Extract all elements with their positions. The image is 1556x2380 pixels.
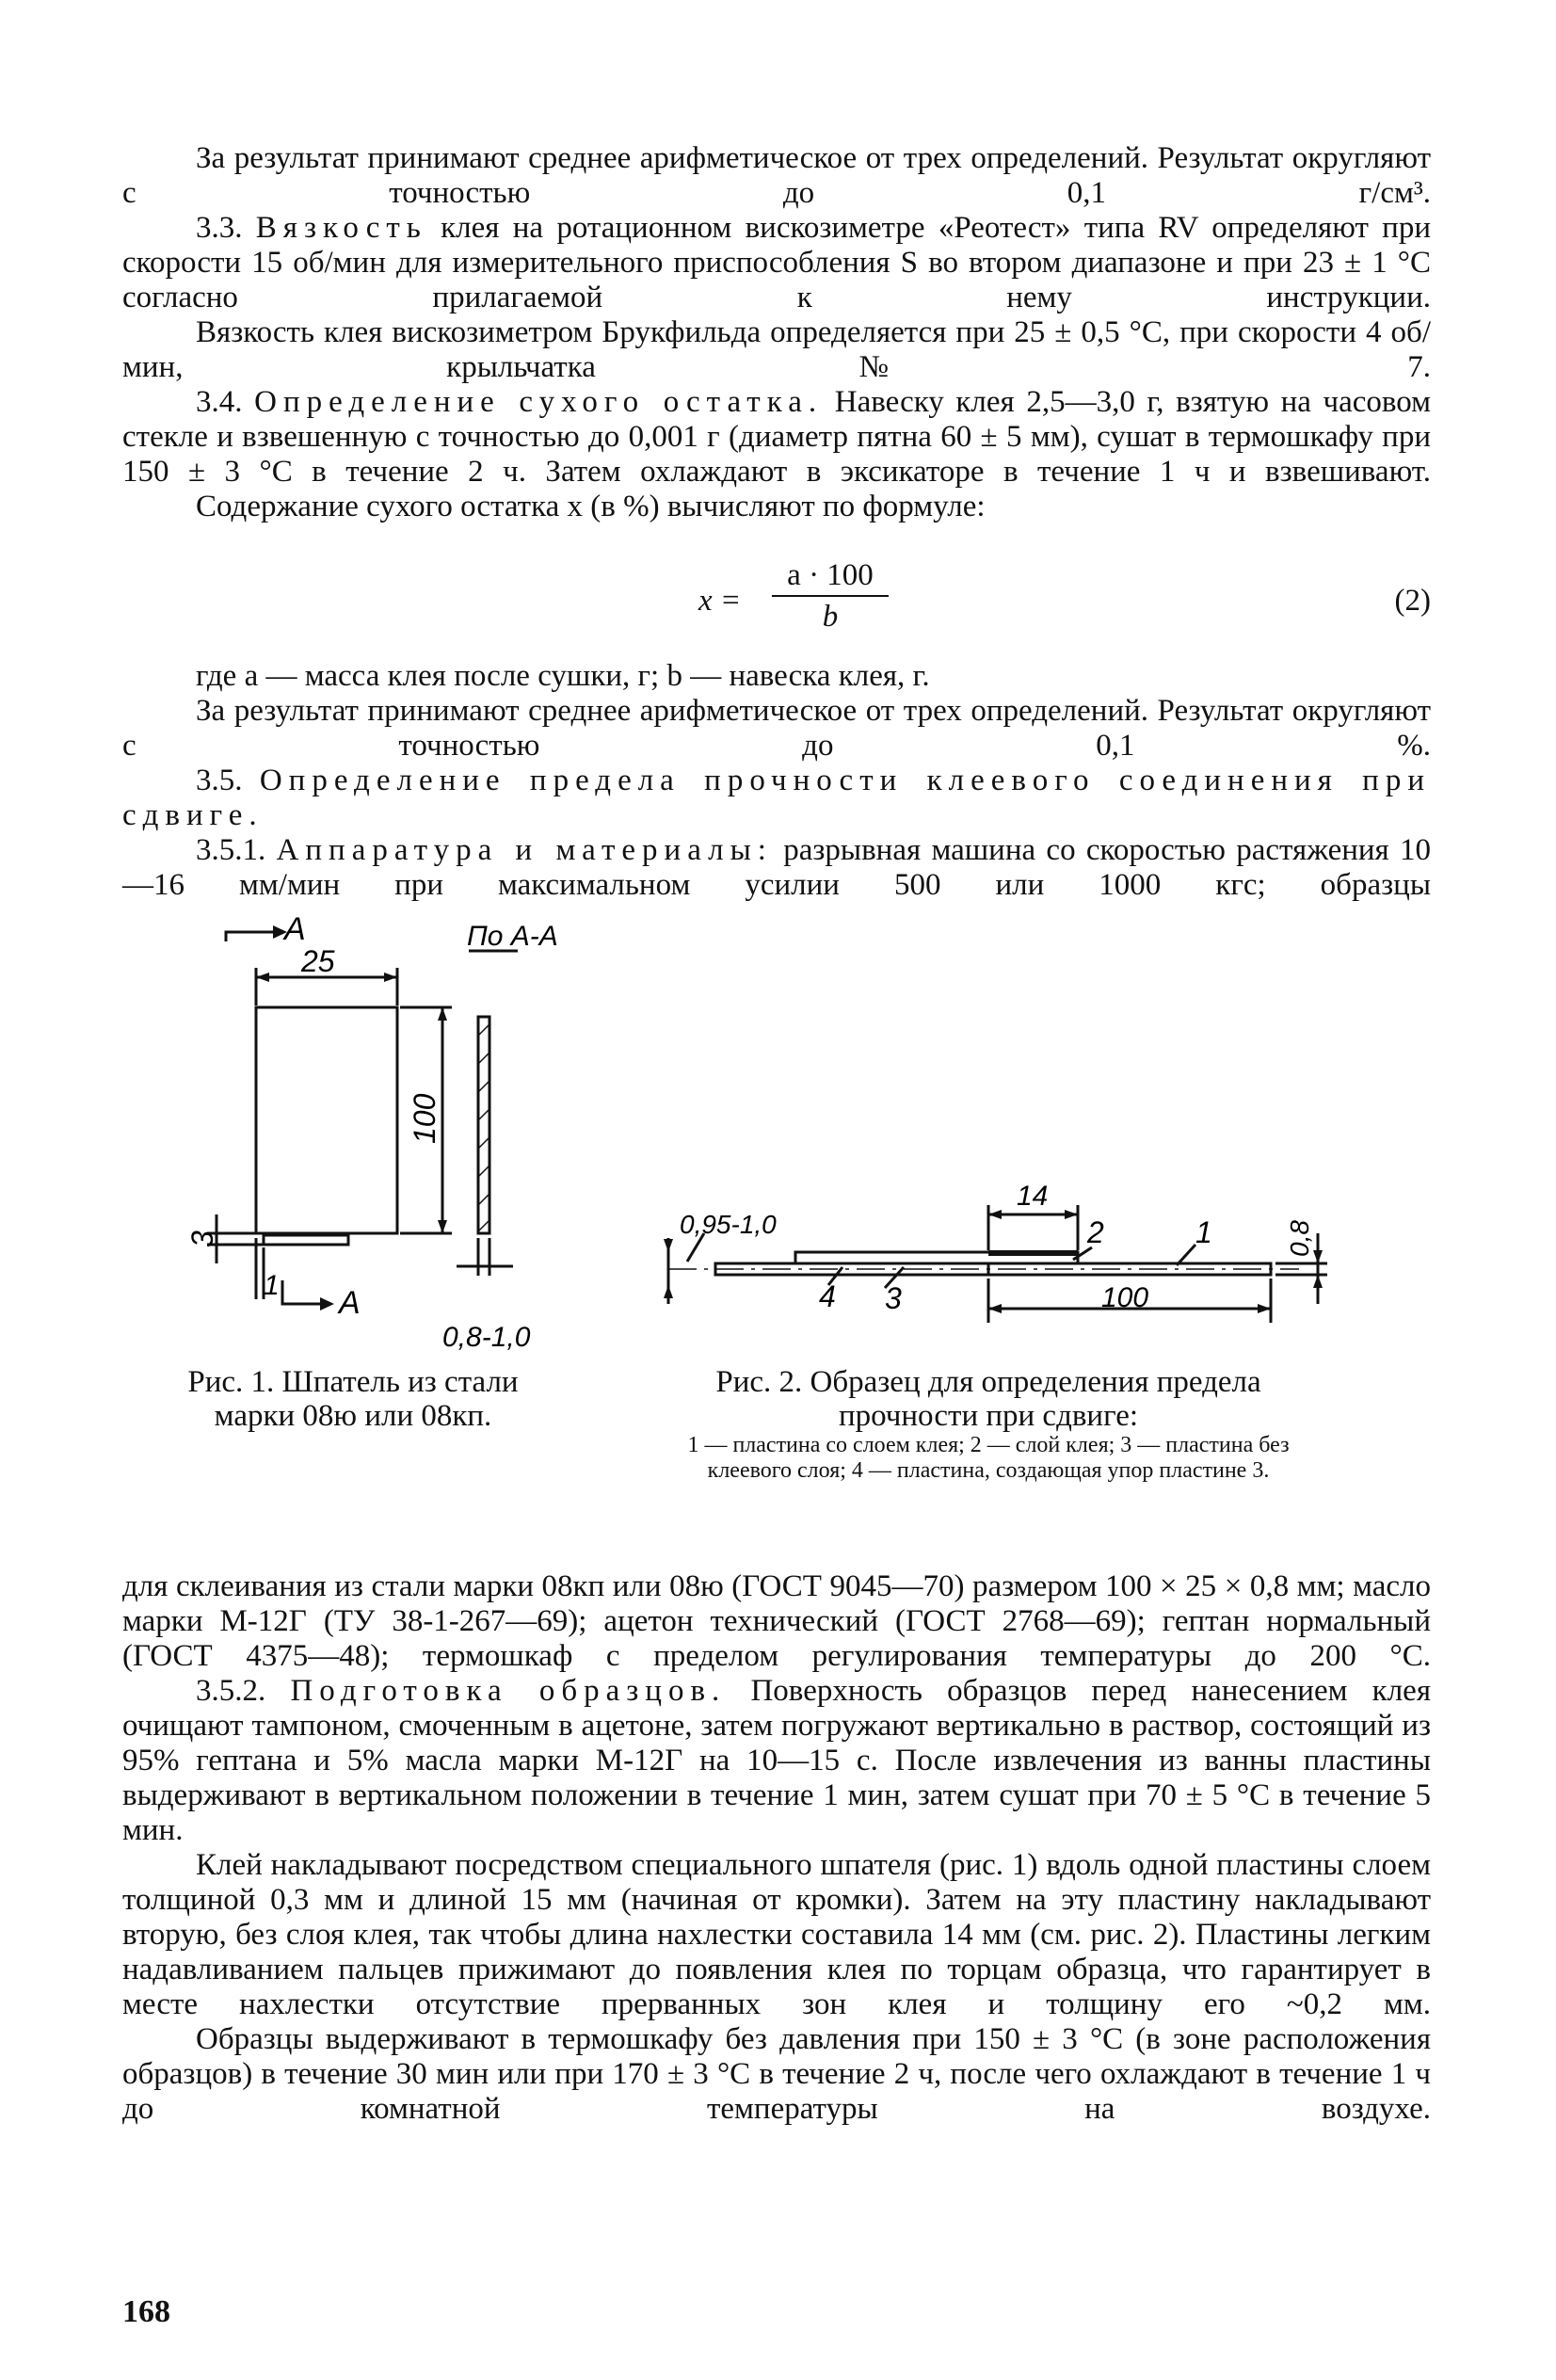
paragraph-text: Образцы выдерживают в термошкафу без давления при 150 ± 3 °С (в зоне расположения образцов) в течение 30 мин или при 170 ± 3 °С в течение 2 ч, после чего охлаждают в течение 1 ч до комнатной температуры на воздухе. (122, 2022, 1431, 2126)
paragraph-text: где a — масса клея после сушки, г; b — навеска клея, г. (196, 659, 930, 693)
section-mark-bottom: A (339, 1285, 361, 1321)
section-heading: Вязкость (255, 211, 427, 245)
paragraph-text: Поверхность образцов перед нанесением клея очищают тампоном, смоченным в ацетоне, затем погружают вертикально в раствор, состоящий из 95% гептана и 5% масла марки М-12Г на 10—15 с. После извлечения из ванны пластины выдерживают в вертикальном положении в течение 1 мин, затем сушат при 70 ± 5 °С в течение 5 мин. (122, 1674, 1431, 1847)
section-heading: Подготовка образцов. (290, 1674, 727, 1708)
fraction-bar (772, 595, 889, 597)
section-heading: Определение предела прочности клеевого соединения при сдвиге. (122, 764, 1431, 832)
figure-2-caption: Рис. 2. Образец для определения предела прочности при сдвиге: (715, 1365, 1261, 1433)
label-2: 2 (1087, 1215, 1104, 1249)
dim-height-label: 100 (408, 1093, 441, 1144)
section-arrow-bottom (282, 1280, 320, 1304)
section-heading: Определение сухого остатка. (254, 385, 824, 419)
spatula-body (256, 1007, 397, 1233)
formula-denominator: b (822, 600, 839, 634)
paragraph-formula-intro (122, 490, 1431, 524)
paragraph-brookfield (122, 315, 1431, 385)
bottom-text-block (122, 1569, 1431, 2127)
formula-number: (2) (1394, 584, 1431, 618)
dim-gap-label: 0,95-1,0 (680, 1210, 777, 1239)
top-text-block (122, 141, 1431, 524)
figure-1-caption: Рис. 1. Шпатель из стали марки 08ю или 08кп. (187, 1365, 519, 1433)
paragraph-preparation (122, 1674, 1431, 1848)
dim-thickness-label: 0,8-1,0 (442, 1322, 531, 1353)
figure-2-specimen (650, 1167, 1346, 1337)
section-heading: Аппаратура и материалы: (276, 833, 773, 867)
paragraph-viscosity (122, 211, 1431, 315)
section-mark-top: A (284, 913, 306, 947)
label-3: 3 (885, 1281, 902, 1315)
paragraph-result (122, 141, 1431, 211)
paragraph-text: Вязкость клея вискозиметром Брукфильда определяется при 25 ± 0,5 °С, при скорости 4 об/мин, крыльчатка № 7. (122, 315, 1431, 384)
dim-edge-label: 1 (264, 1270, 280, 1301)
dim-thickness-label: 0,8 (1285, 1220, 1314, 1257)
paragraph-curing (122, 2022, 1431, 2127)
paragraph-text: За результат принимают среднее арифметическое от трех определений. Результат округляют с точностью до 0,1 %. (122, 694, 1431, 763)
middle-text-block (122, 659, 1431, 903)
paragraph-text: Клей накладывают посредством специального шпателя (рис. 1) вдоль одной пластины слоем толщиной 0,3 мм и длиной 15 мм (начиная от кромки). Затем на эту пластину накладывают вторую, без слоя клея, так чтобы длина нахлестки составила 14 мм (см. рис. 2). Пластины легким надавливанием пальцев прижимают до появления клея по торцам образца, что гарантирует в месте нахлестки отсутствие прерванных зон клея и толщину его ~0,2 мм. (122, 1848, 1431, 2021)
glue-layer-2 (988, 1250, 1078, 1256)
figure-1-spatula (169, 913, 584, 1356)
section-profile (478, 1017, 489, 1233)
section-number: 3.4. (196, 385, 243, 419)
formula-fraction (772, 557, 889, 635)
paragraph-materials (122, 1569, 1431, 1674)
paragraph-dry-residue (122, 385, 1431, 490)
formula-2 (122, 557, 1431, 642)
dim-length-label: 100 (1101, 1282, 1149, 1313)
paragraph-text: Навеску клея 2,5—3,0 г, взятую на часовом стекле и взвешенную с точностью до 0,001 г (диаметр пятна 60 ± 5 мм), сушат в термошкафу при 150 ± 3 °С в течение 2 ч. Затем охлаждают в эксикаторе в течение 1 ч и взвешивают. (122, 385, 1432, 489)
formula-numerator: a · 100 (787, 558, 874, 592)
paragraph-glue-application (122, 1848, 1431, 2022)
paragraph-text: клея на ротационном вискозиметре «Реотест» типа RV определяют при скорости 15 об/мин для измерительного приспособления S во втором диапазоне и при 23 ± 1 °С согласно прилагаемой к нему инструкции. (122, 211, 1431, 314)
section-number: 3.5. (196, 764, 243, 797)
spatula-blade (264, 1235, 348, 1245)
dim-overlap-label: 14 (1017, 1181, 1049, 1212)
label-4: 4 (819, 1279, 836, 1313)
section-number: 3.5.2. (196, 1674, 266, 1708)
section-arrow-top (226, 932, 273, 941)
label-1: 1 (1195, 1215, 1212, 1249)
section-number: 3.3. (196, 211, 243, 245)
dim-small-label: 3 (185, 1230, 219, 1247)
section-label: По А-А (467, 921, 558, 952)
paragraph-text: За результат принимают среднее арифметическое от трех определений. Результат округляют с точностью до 0,1 г/см³. (122, 141, 1431, 210)
figure-2-caption-block (650, 1365, 1327, 1484)
paragraph-where (122, 659, 1431, 694)
figure-2-legend: 1 — пластина со слоем клея; 2 — слой клея; 3 — пластина без клеевого слоя; 4 — пластина, создающая упор пластине 3. (687, 1433, 1290, 1483)
paragraph-shear-strength (122, 764, 1431, 833)
section-number: 3.5.1. (196, 833, 266, 867)
paragraph-text: разрывная машина со скоростью растяжения 10—16 мм/мин при максимальном усилии 500 или 1000 кгс; образцы (122, 833, 1432, 902)
paragraph-text: Содержание сухого остатка x (в %) вычисляют по формуле: (196, 490, 986, 523)
page-number: 168 (122, 2294, 170, 2329)
paragraph-text: для склеивания из стали марки 08кп или 08ю (ГОСТ 9045—70) размером 100 × 25 × 0,8 мм; масло марки М-12Г (ТУ 38-1-267—69); ацетон технический (ГОСТ 2768—69); гептан нормальный (ГОСТ 4375—48); термошкаф с пределом регулирования температуры до 200 °С. (122, 1569, 1431, 1673)
formula-lhs: x = (698, 584, 742, 618)
paragraph-result-2 (122, 694, 1431, 764)
plate-4 (715, 1263, 988, 1275)
paragraph-apparatus (122, 833, 1431, 903)
dim-width-label: 25 (301, 944, 335, 978)
